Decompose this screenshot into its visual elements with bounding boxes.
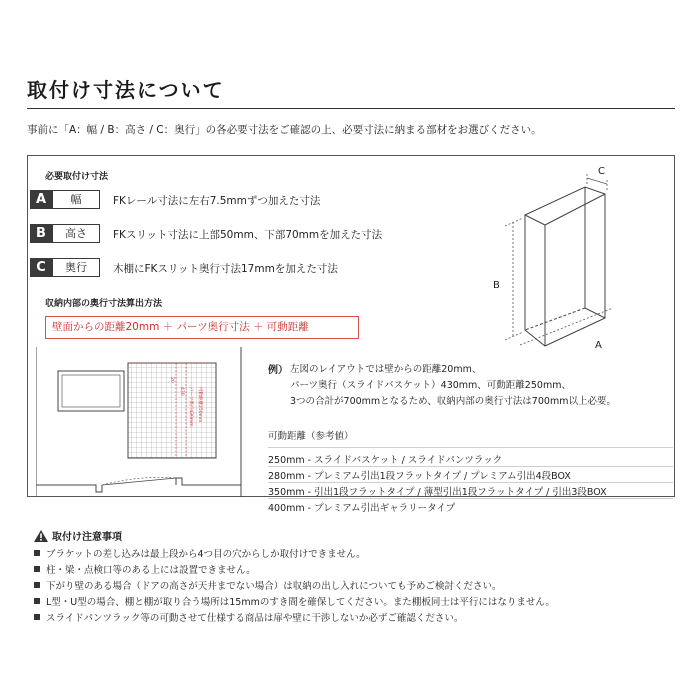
bullet-icon [34,566,40,572]
plan-diagram [36,347,242,497]
title-divider [27,108,675,109]
divider [268,447,673,448]
divider [268,482,673,483]
dim-wall-gap: 20 [169,377,174,383]
dim-letter-c: C [30,258,52,277]
divider [268,498,673,499]
dim-label-depth: 奥行 [52,258,100,277]
bullet-icon [34,598,40,604]
example-line: パーツ奥行（スライドバスケット）430mm、可動距離250mm、 [290,380,571,391]
page-title: 取付け寸法について [27,78,225,102]
note-item: 下がり壁のある場合（ドアの高さが天井までない場合）は収納の出し入れについても予めご検討ください。 [34,578,502,592]
dim-desc-width: FKレール寸法に左右7.5mmずつ加えた寸法 [113,195,321,207]
example-line: 左図のレイアウトでは壁からの距離20mm、 [290,364,482,375]
depth-calc-heading: 収納内部の奥行寸法算出方法 [45,299,163,309]
note-item: スライドパンツラック等の可動させて仕様する商品は扉や壁に干渉しないか必ずご確認ください。 [34,610,463,624]
dim-letter-a: A [30,190,52,209]
note-item: 柱・梁・点検口等のある上には設置できません。 [34,562,256,576]
movable-item: 350mm - 引出1段フラットタイプ / 薄型引出1段フラットタイプ / 引出3段BOX [268,487,607,498]
depth-formula: 壁面からの距離20mm ＋ パーツ奥行寸法 ＋ 可動距離 [45,316,359,339]
label-a: A [595,340,602,351]
bullet-icon [34,550,40,556]
warning-icon [34,530,48,542]
bullet-icon [34,582,40,588]
bullet-icon [34,614,40,620]
note-item: ブラケットの差し込みは最上段から4つ目の穴からしか取付けできません。 [34,546,366,560]
dim-parts-depth: パーツ奥行430mm [188,387,193,427]
required-dimensions-heading: 必要取付け寸法 [45,172,109,182]
dim-label-width: 幅 [52,190,100,209]
dim-desc-depth: 木棚にFKスリット奥行寸法17mmを加えた寸法 [113,263,338,275]
movable-distance-heading: 可動距離（参考値） [268,431,354,442]
note-item: L型・U型の場合、棚と棚が取り合う場所は15mmのすき間を確保してください。また棚板同士は平行にはなりません。 [34,594,555,608]
dim-label-height: 高さ [52,224,100,243]
dim-parts-depth-short: 430 [179,387,184,396]
notes-heading [34,528,122,543]
intro-text: 事前に「A：幅 / B：高さ / C：奥行」の各必要寸法をご確認の上、必要寸法に納まる部材をお選びください。 [27,124,542,136]
dim-desc-height: FKスリット寸法に上部50mm、下部70mmを加えた寸法 [113,229,383,241]
movable-item: 400mm - プレミアム引出ギャラリータイプ [268,503,456,514]
cabinet-diagram [485,160,670,360]
label-c: C [598,166,605,177]
notes-heading-text: 取付け注意事項 [52,532,122,543]
example-prefix: 例） [268,365,288,376]
divider [268,466,673,467]
dim-letter-b: B [30,224,52,243]
example-line: 3つの合計が700mmとなるため、収納内部の奥行寸法は700mm以上必要。 [290,396,616,407]
label-b: B [493,280,500,291]
movable-item: 280mm - プレミアム引出1段フラットタイプ / プレミアム引出4段BOX [268,471,571,482]
dim-movable: 可動距離250mm [197,387,202,423]
movable-item: 250mm - スライドバスケット / スライドパンツラック [268,455,503,466]
